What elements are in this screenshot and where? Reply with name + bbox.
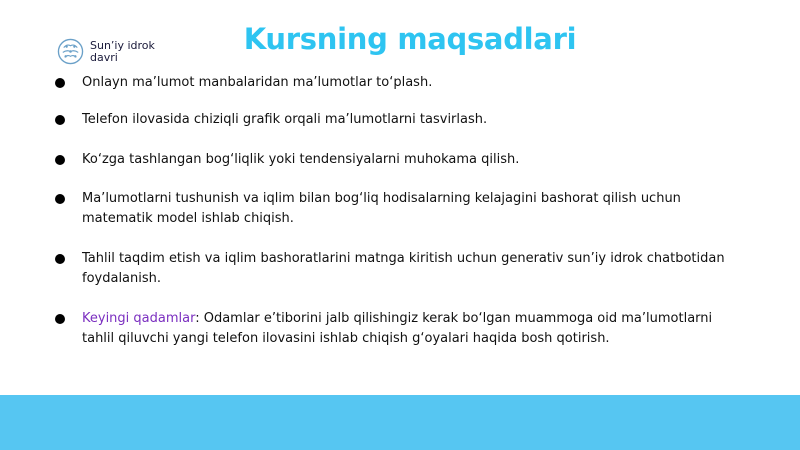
bullet-icon [55, 254, 65, 264]
bullet-icon [55, 155, 65, 165]
list-item-text: Ma’lumotlarni tushunish va iqlim bilan bog‘liq hodisalarning kelajagini bashorat qilish uchun matematik model ishlab chiqish. [82, 191, 681, 226]
list-item [82, 73, 742, 93]
list-item [82, 189, 742, 229]
list-item-text: Ko‘zga tashlangan bog‘liqlik yoki tendensiyalarni muhokama qilish. [82, 152, 520, 167]
list-item [82, 249, 742, 289]
list-item [82, 110, 742, 130]
list-item-text: Tahlil taqdim etish va iqlim bashoratlarini matnga kiritish uchun generativ sun’iy idrok chatbotidan foydalanish. [82, 251, 725, 286]
logo-line-1: Sun’iy idrok [90, 38, 155, 52]
footer-band [0, 395, 800, 450]
list-item [82, 309, 742, 349]
bullet-icon [55, 314, 65, 324]
list-item [82, 150, 742, 170]
list-item-text: Onlayn ma’lumot manbalaridan ma’lumotlar to‘plash. [82, 75, 433, 90]
logo-line-2: davri [90, 50, 118, 64]
list-item-text: : Odamlar e’tiborini jalb qilishingiz kerak bo‘lgan muammoga oid ma’lumotlarni tahlil qiluvchi yangi telefon ilovasini ishlab chiqish g‘oyalari haqida bosh qotirish. [82, 311, 713, 346]
next-steps-label: Keyingi qadamlar [82, 311, 196, 326]
bullet-icon [55, 115, 65, 125]
list-item-text: Telefon ilovasida chiziqli grafik orqali ma’lumotlarni tasvirlash. [82, 112, 488, 127]
bullet-icon [55, 194, 65, 204]
bullet-icon [55, 78, 65, 88]
page-title: Kursning maqsadlari [243, 22, 577, 56]
